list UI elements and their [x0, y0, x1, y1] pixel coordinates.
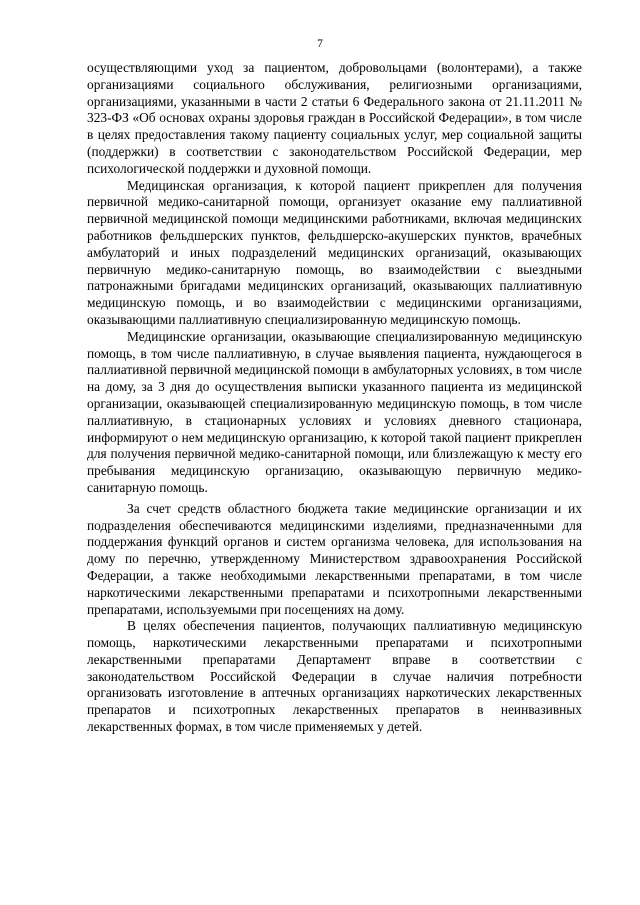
paragraph-regional-budget-supply: За счет средств областного бюджета такие медицинские организации и их подразделения обеспечиваются медицинскими изделиями, предназначенными для поддержания функций органов и систем организма человека, для использования на дому по перечню, утвержденному Министерством здравоохранения Российской Федерации, а также необходимыми лекарственными препаратами, в том числе наркотическими лекарственными препаратами и психотропными лекарственными препаратами, используемыми при посещениях на дому.	[87, 500, 582, 617]
paragraph-primary-care-organization: Медицинская организация, к которой пациент прикреплен для получения первичной медико-санитарной помощи, организует оказание ему паллиативной первичной медицинской помощи медицинскими работниками, включая медицинских работников фельдшерских пунктов, фельдшерско-акушерских пунктов, врачебных амбулаторий и иных подразделений медицинских организаций, оказывающих первичную медико-санитарную помощь, во взаимодействии с выездными патронажными бригадами медицинских организаций, оказывающих паллиативную медицинскую помощь, и во взаимодействии с медицинскими организациями, оказывающими паллиативную специализированную медицинскую помощь.	[87, 177, 582, 327]
paragraph-specialized-care-notification: Медицинские организации, оказывающие специализированную медицинскую помощь, в том числе паллиативную, в случае выявления пациента, нуждающегося в паллиативной первичной медицинской помощи в амбулаторных условиях, в том числе на дому, за 3 дня до осуществления выписки указанного пациента из медицинской организации, оказывающей специализированную медицинскую помощь, в том числе паллиативную, в стационарных условиях и условиях дневного стационара, информируют о нем медицинскую организацию, к которой такой пациент прикреплен для получения первичной медико-санитарной помощи, или близлежащую к месту его пребывания медицинскую организацию, оказывающую первичную медико-санитарную помощь.	[87, 328, 582, 495]
document-body	[87, 60, 582, 736]
page-number: 7	[317, 38, 323, 50]
paragraph-department-drug-provision: В целях обеспечения пациентов, получающих паллиативную медицинскую помощь, наркотическими лекарственными препаратами и психотропными лекарственными препаратами Департамент вправе в соответствии с законодательством Российской Федерации в случае наличия потребности организовать изготовление в аптечных организациях наркотических лекарственных препаратов и психотропных лекарственных препаратов в неинвазивных лекарственных формах, в том числе применяемых у детей.	[87, 618, 582, 735]
paragraph-continuation: осуществляющими уход за пациентом, добровольцами (волонтерами), а также организациями социального обслуживания, религиозными организациями, организациями, указанными в части 2 статьи 6 Федерального закона от 21.11.2011 № 323-ФЗ «Об основах охраны здоровья граждан в Российской Федерации», в том числе в целях предоставления такому пациенту социальных услуг, мер социальной защиты (поддержки) в соответствии с законодательством Российской Федерации, мер психологической поддержки и духовной помощи.	[87, 60, 582, 176]
